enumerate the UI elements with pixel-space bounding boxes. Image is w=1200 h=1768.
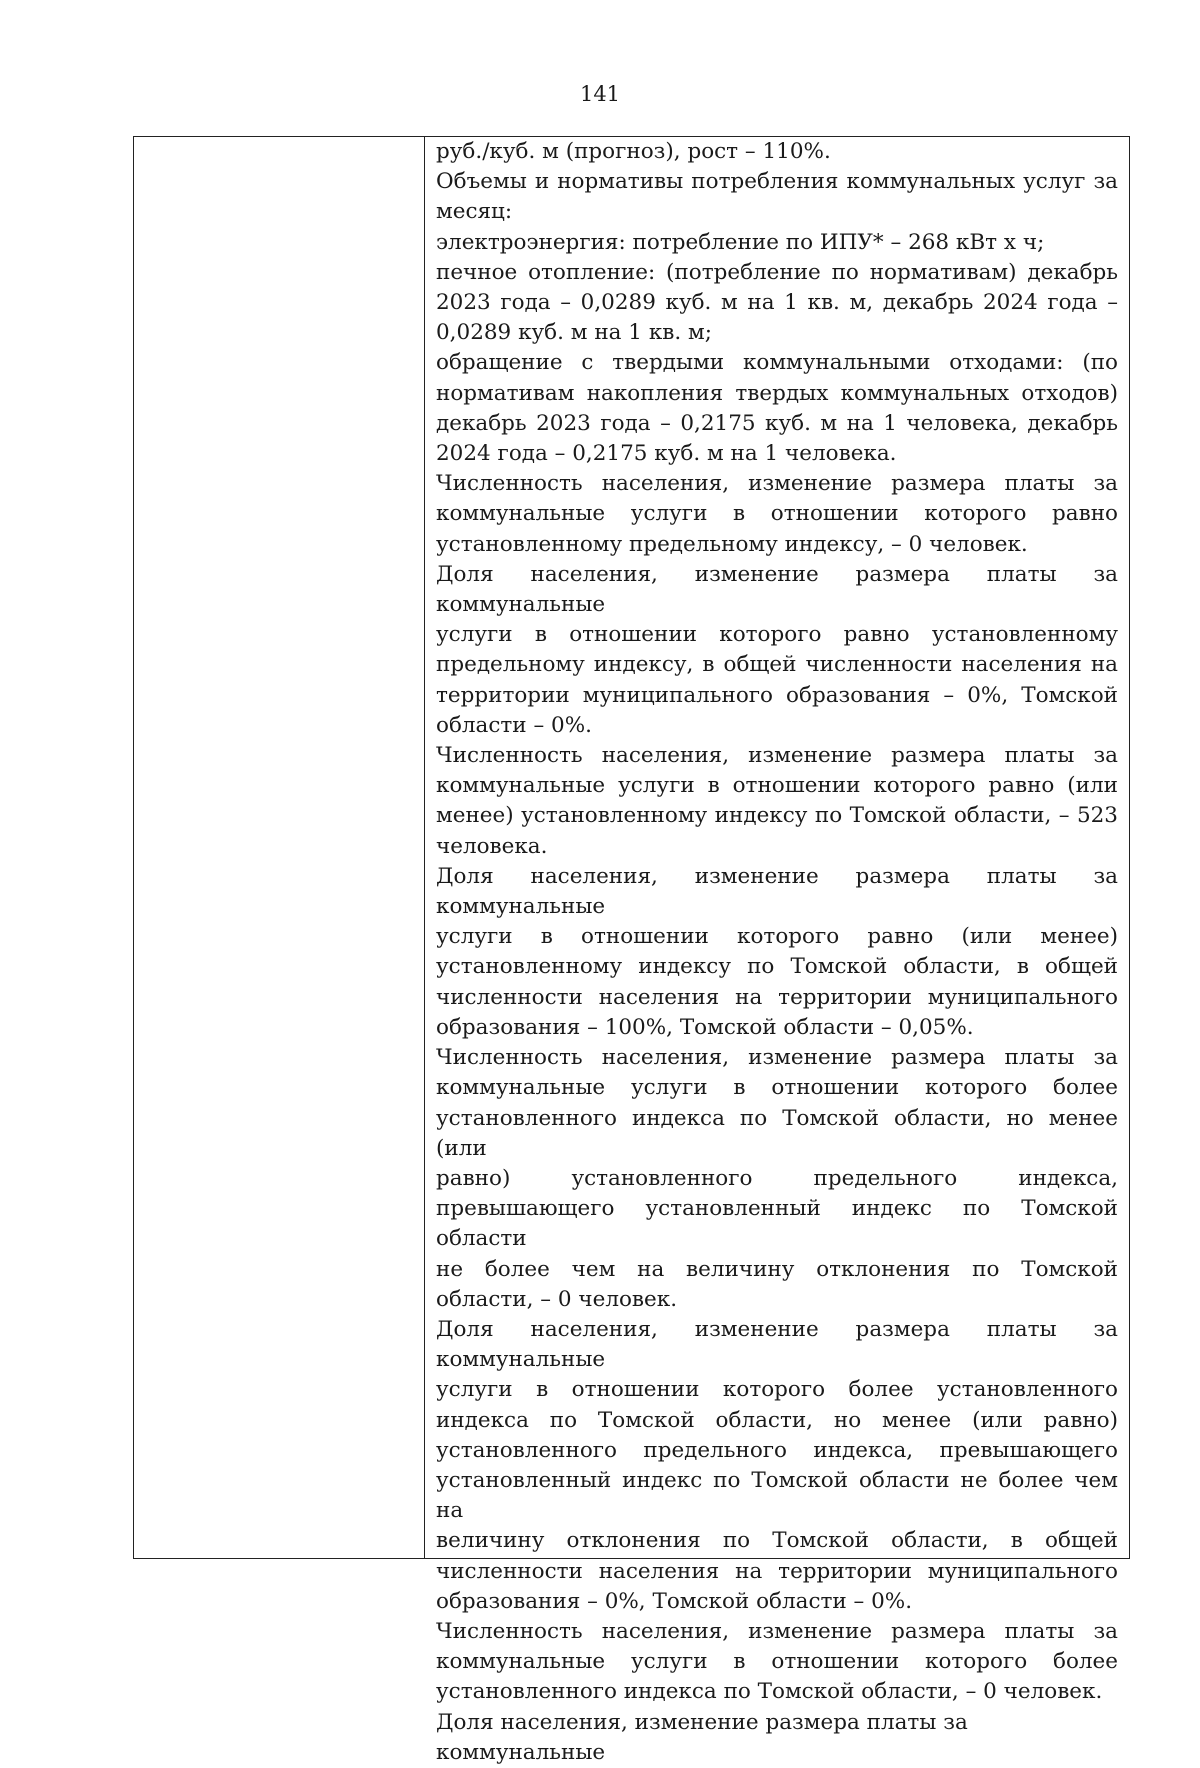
text-line: Доля населения, изменение размера платы за коммунальные bbox=[436, 1709, 968, 1765]
text-line: услуги в отношении которого равно (или менее) bbox=[436, 924, 1118, 950]
text-paragraph bbox=[436, 258, 1118, 349]
text-paragraph bbox=[436, 469, 1118, 560]
text-line: установленному индексу по Томской области, в общей bbox=[436, 954, 1118, 980]
text-line: менее) установленному индексу по Томской области, – 523 bbox=[436, 803, 1118, 829]
text-line: величину отклонения по Томской области, в общей bbox=[436, 1528, 1118, 1554]
text-paragraph bbox=[436, 862, 1118, 1043]
text-line: Численность населения, изменение размера платы за bbox=[436, 1045, 1118, 1071]
text-line: нормативам накопления твердых коммунальных отходов) bbox=[436, 380, 1118, 406]
text-line: превышающего установленный индекс по Томской области bbox=[436, 1196, 1118, 1252]
text-line: услуги в отношении которого более установленного bbox=[436, 1377, 1118, 1403]
text-line: человека. bbox=[436, 833, 548, 859]
text-line: 0,0289 куб. м на 1 кв. м; bbox=[436, 320, 712, 346]
text-line: установленному предельному индексу, – 0 человек. bbox=[436, 531, 1028, 557]
column-divider bbox=[424, 137, 425, 1558]
text-paragraph bbox=[436, 228, 1118, 258]
text-line: коммунальные услуги в отношении которого равно bbox=[436, 501, 1118, 527]
text-line: Доля населения, изменение размера платы за коммунальные bbox=[436, 863, 1118, 920]
text-line: территории муниципального образования – 0%, Томской bbox=[436, 682, 1118, 708]
text-line: не более чем на величину отклонения по Томской bbox=[436, 1256, 1118, 1282]
text-line: коммунальные услуги в отношении которого более bbox=[436, 1649, 1118, 1675]
text-line: коммунальные услуги в отношении которого более bbox=[436, 1075, 1118, 1101]
text-paragraph bbox=[436, 137, 1118, 167]
text-paragraph bbox=[436, 560, 1118, 741]
text-line: образования – 0%, Томской области – 0%. bbox=[436, 1588, 913, 1614]
text-line: электроэнергия: потребление по ИПУ* – 268 кВт х ч; bbox=[436, 229, 1045, 255]
page-number: 141 bbox=[579, 82, 621, 106]
text-line: печное отопление: (потребление по нормативам) декабрь bbox=[436, 259, 1118, 285]
text-line: индекса по Томской области, но менее (или равно) bbox=[436, 1407, 1118, 1433]
text-paragraph bbox=[436, 1617, 1118, 1708]
text-line: области – 0%. bbox=[436, 712, 592, 738]
text-line: установленного предельного индекса, превышающего bbox=[436, 1437, 1118, 1463]
text-line: предельному индексу, в общей численности населения на bbox=[436, 652, 1118, 678]
text-paragraph bbox=[436, 1315, 1118, 1617]
text-line: области, – 0 человек. bbox=[436, 1286, 678, 1312]
text-line: Численность населения, изменение размера платы за bbox=[436, 743, 1118, 769]
text-paragraph bbox=[436, 741, 1118, 862]
text-line: установленный индекс по Томской области не более чем на bbox=[436, 1467, 1118, 1524]
table-right-cell bbox=[436, 137, 1118, 1768]
text-line: Доля населения, изменение размера платы за коммунальные bbox=[436, 1316, 1118, 1373]
text-line: обращение с твердыми коммунальными отходами: (по bbox=[436, 350, 1118, 376]
text-line: Доля населения, изменение размера платы за коммунальные bbox=[436, 561, 1118, 618]
text-paragraph bbox=[436, 1043, 1118, 1315]
text-line: месяц: bbox=[436, 199, 513, 225]
text-line: руб./куб. м (прогноз), рост – 110%. bbox=[436, 139, 831, 164]
text-line: установленного индекса по Томской области, – 0 человек. bbox=[436, 1679, 1103, 1705]
text-line: Численность населения, изменение размера платы за bbox=[436, 471, 1118, 497]
text-line: установленного индекса по Томской области, но менее (или bbox=[436, 1105, 1118, 1161]
document-table bbox=[133, 136, 1130, 1765]
text-line: 2023 года – 0,0289 куб. м на 1 кв. м, декабрь 2024 года – bbox=[436, 290, 1118, 316]
text-line: 2024 года – 0,2175 куб. м на 1 человека. bbox=[436, 441, 897, 467]
text-line: образования – 100%, Томской области – 0,05%. bbox=[436, 1014, 974, 1040]
text-line: декабрь 2023 года – 0,2175 куб. м на 1 человека, декабрь bbox=[436, 410, 1118, 436]
text-line: Объемы и нормативы потребления коммунальных услуг за bbox=[436, 169, 1118, 195]
text-line: численности населения на территории муниципального bbox=[436, 984, 1118, 1010]
text-line: численности населения на территории муниципального bbox=[436, 1558, 1118, 1584]
text-line: коммунальные услуги в отношении которого равно (или bbox=[436, 773, 1118, 799]
text-line: равно) установленного предельного индекса, bbox=[436, 1165, 1118, 1191]
text-line: Численность населения, изменение размера платы за bbox=[436, 1618, 1118, 1644]
text-line: услуги в отношении которого равно установленному bbox=[436, 622, 1118, 648]
text-paragraph bbox=[436, 348, 1118, 469]
text-paragraph bbox=[436, 1708, 1118, 1768]
text-paragraph bbox=[436, 167, 1118, 227]
